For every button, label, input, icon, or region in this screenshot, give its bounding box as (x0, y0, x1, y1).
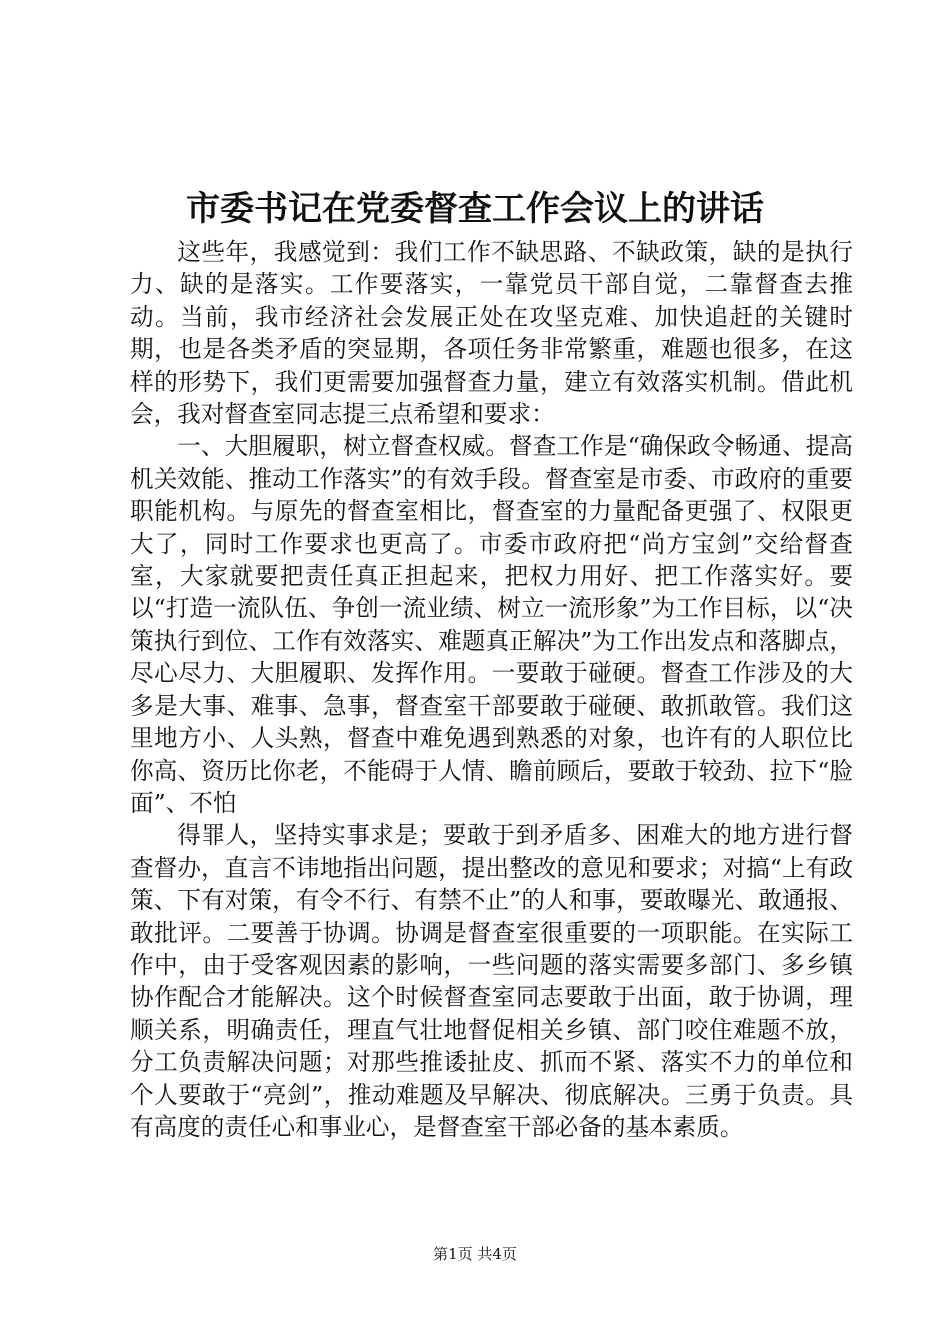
paragraph-intro: 这些年，我感觉到：我们工作不缺思路、不缺政策，缺的是执行力、缺的是落实。工作要落实，一靠党员干部自觉，二靠督查去推动。当前，我市经济社会发展正处在攻坚克难、加快追赶的关键时期，也是各类矛盾的突显期，各项任务非常繁重，难题也很多，在这样的形势下，我们更需要加强督查力量，建立有效落实机制。借此机会，我对督查室同志提三点希望和要求： (130, 238, 853, 429)
page-number-footer: 第1页 共4页 (433, 1245, 517, 1263)
paragraph-point-one: 一、大胆履职，树立督查权威。督查工作是“确保政令畅通、提高机关效能、推动工作落实”的有效手段。督查室是市委、市政府的重要职能机构。与原先的督查室相比，督查室的力量配备更强了、权限更大了，同时工作要求也更高了。市委市政府把“尚方宝剑”交给督查室，大家就要把责任真正担起来，把权力用好、把工作落实好。要以“打造一流队伍、争创一流业绩、树立一流形象”为工作目标，以“决策执行到位、工作有效落实、难题真正解决”为工作出发点和落脚点，尽心尽力、大胆履职、发挥作用。一要敢于碰硬。督查工作涉及的大多是大事、难事、急事，督查室干部要敢于碰硬、敢抓敢管。我们这里地方小、人头熟，督查中难免遇到熟悉的对象，也许有的人职位比你高、资历比你老，不能碍于人情、瞻前顾后，要敢于较劲、拉下“脸面”、不怕 (130, 432, 853, 817)
document-body (130, 236, 853, 1143)
paragraph-continuation: 得罪人，坚持实事求是；要敢于到矛盾多、困难大的地方进行督查督办，直言不讳地指出问题，提出整改的意见和要求；对搞“上有政策、下有对策，有令不行、有禁不止”的人和事，要敢曝光、敢通报、敢批评。二要善于协调。协调是督查室很重要的一项职能。在实际工作中，由于受客观因素的影响，一些问题的落实需要多部门、多乡镇协作配合才能解决。这个时候督查室同志要敢于出面，敢于协调，理顺关系，明确责任，理直气壮地督促相关乡镇、部门咬住难题不放，分工负责解决问题；对那些推诿扯皮、抓而不紧、落实不力的单位和个人要敢于“亮剑”，推动难题及早解决、彻底解决。三勇于负责。具有高度的责任心和事业心，是督查室干部必备的基本素质。 (130, 821, 853, 1141)
document-title: 市委书记在党委督查工作会议上的讲话 (186, 189, 764, 229)
